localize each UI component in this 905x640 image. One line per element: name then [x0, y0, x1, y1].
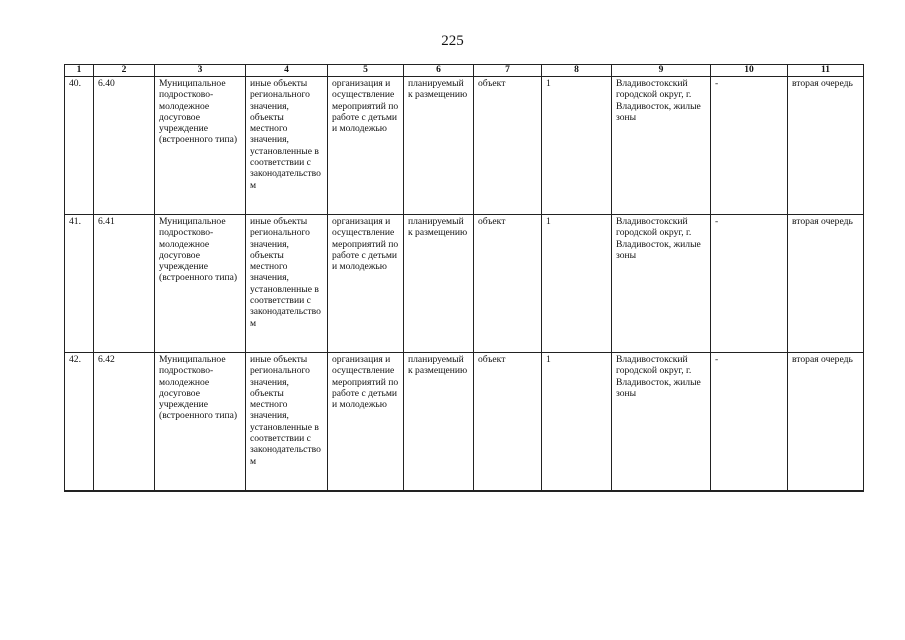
object-code: 6.41: [94, 215, 155, 353]
column-header-8: 8: [542, 65, 612, 77]
row-number: 41.: [65, 215, 94, 353]
object-name: Муниципальное подростково-молодежное досуговое учреждение (встроенного типа): [155, 353, 246, 491]
register-table: [64, 64, 864, 492]
unit: объект: [474, 353, 542, 491]
row-number: 42.: [65, 353, 94, 491]
table-row: [65, 353, 864, 491]
object-code: 6.40: [94, 77, 155, 215]
object-status: планируемый к размещению: [404, 353, 474, 491]
column-header-7: 7: [474, 65, 542, 77]
location: Владивостокский городской округ, г. Владивосток, жилые зоны: [612, 77, 711, 215]
object-name: Муниципальное подростково-молодежное досуговое учреждение (встроенного типа): [155, 215, 246, 353]
table-row: [65, 77, 864, 215]
zone-info: -: [711, 77, 788, 215]
object-name: Муниципальное подростково-молодежное досуговое учреждение (встроенного типа): [155, 77, 246, 215]
column-header-10: 10: [711, 65, 788, 77]
header-row: [65, 65, 864, 77]
object-code: 6.42: [94, 353, 155, 491]
stage: вторая очередь: [788, 77, 864, 215]
zone-info: -: [711, 215, 788, 353]
column-header-3: 3: [155, 65, 246, 77]
table-row: [65, 215, 864, 353]
object-type: иные объекты регионального значения, объекты местного значения, установленные в соответствии с законодательством: [246, 77, 328, 215]
column-header-4: 4: [246, 65, 328, 77]
column-header-5: 5: [328, 65, 404, 77]
column-header-6: 6: [404, 65, 474, 77]
column-header-9: 9: [612, 65, 711, 77]
object-type: иные объекты регионального значения, объекты местного значения, установленные в соответствии с законодательством: [246, 215, 328, 353]
stage: вторая очередь: [788, 353, 864, 491]
stage: вторая очередь: [788, 215, 864, 353]
object-purpose: организация и осуществление мероприятий по работе с детьми и молодежью: [328, 353, 404, 491]
unit: объект: [474, 77, 542, 215]
object-status: планируемый к размещению: [404, 77, 474, 215]
object-purpose: организация и осуществление мероприятий по работе с детьми и молодежью: [328, 215, 404, 353]
column-header-2: 2: [94, 65, 155, 77]
object-type: иные объекты регионального значения, объекты местного значения, установленные в соответствии с законодательством: [246, 353, 328, 491]
location: Владивостокский городской округ, г. Владивосток, жилые зоны: [612, 215, 711, 353]
quantity: 1: [542, 215, 612, 353]
column-header-1: 1: [65, 65, 94, 77]
object-status: планируемый к размещению: [404, 215, 474, 353]
zone-info: -: [711, 353, 788, 491]
object-purpose: организация и осуществление мероприятий по работе с детьми и молодежью: [328, 77, 404, 215]
column-header-11: 11: [788, 65, 864, 77]
page-number: 225: [441, 33, 464, 49]
row-number: 40.: [65, 77, 94, 215]
unit: объект: [474, 215, 542, 353]
quantity: 1: [542, 77, 612, 215]
quantity: 1: [542, 353, 612, 491]
location: Владивостокский городской округ, г. Владивосток, жилые зоны: [612, 353, 711, 491]
